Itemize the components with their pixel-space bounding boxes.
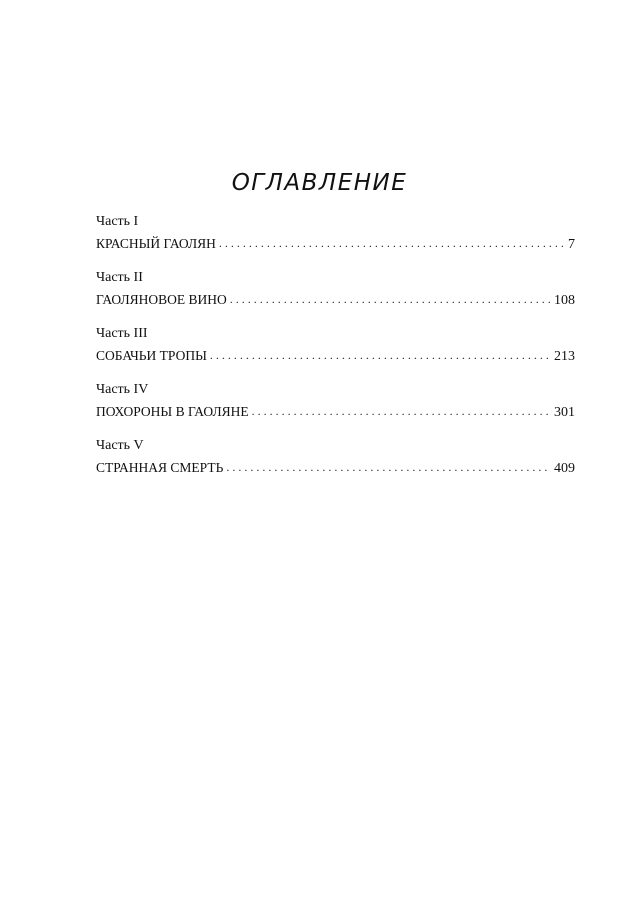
dot-leader — [210, 345, 550, 365]
toc-part-4 — [96, 380, 575, 436]
toc-part-2 — [96, 268, 575, 324]
entry-title: СТРАННАЯ СМЕРТЬ — [96, 460, 224, 475]
entry-title: ГАОЛЯНОВОЕ ВИНО — [96, 292, 227, 307]
entry-title: КРАСНЫЙ ГАОЛЯН — [96, 236, 216, 251]
toc-entry[interactable] — [96, 458, 575, 480]
toc-heading: ОГЛАВЛЕНИЕ — [231, 170, 408, 196]
toc-part-1 — [96, 212, 575, 268]
dot-leader — [226, 457, 550, 477]
page-number: 213 — [554, 349, 575, 364]
page-number: 108 — [554, 293, 575, 308]
table-of-contents — [96, 212, 575, 492]
part-label: Часть I — [96, 214, 139, 229]
page-number: 409 — [554, 461, 575, 476]
dot-leader — [252, 401, 550, 421]
toc-part-5 — [96, 436, 575, 492]
entry-title: ПОХОРОНЫ В ГАОЛЯНЕ — [96, 404, 249, 419]
part-label: Часть II — [96, 270, 143, 285]
part-label: Часть V — [96, 438, 144, 453]
page-number: 301 — [554, 405, 575, 420]
dot-leader — [230, 289, 550, 309]
toc-entry[interactable] — [96, 402, 575, 424]
part-label: Часть III — [96, 326, 148, 341]
toc-part-3 — [96, 324, 575, 380]
page-number: 7 — [568, 237, 575, 252]
part-label: Часть IV — [96, 382, 149, 397]
dot-leader — [219, 233, 564, 253]
entry-title: СОБАЧЬИ ТРОПЫ — [96, 348, 207, 363]
toc-entry[interactable] — [96, 290, 575, 312]
toc-entry[interactable] — [96, 346, 575, 368]
toc-entry[interactable] — [96, 234, 575, 256]
